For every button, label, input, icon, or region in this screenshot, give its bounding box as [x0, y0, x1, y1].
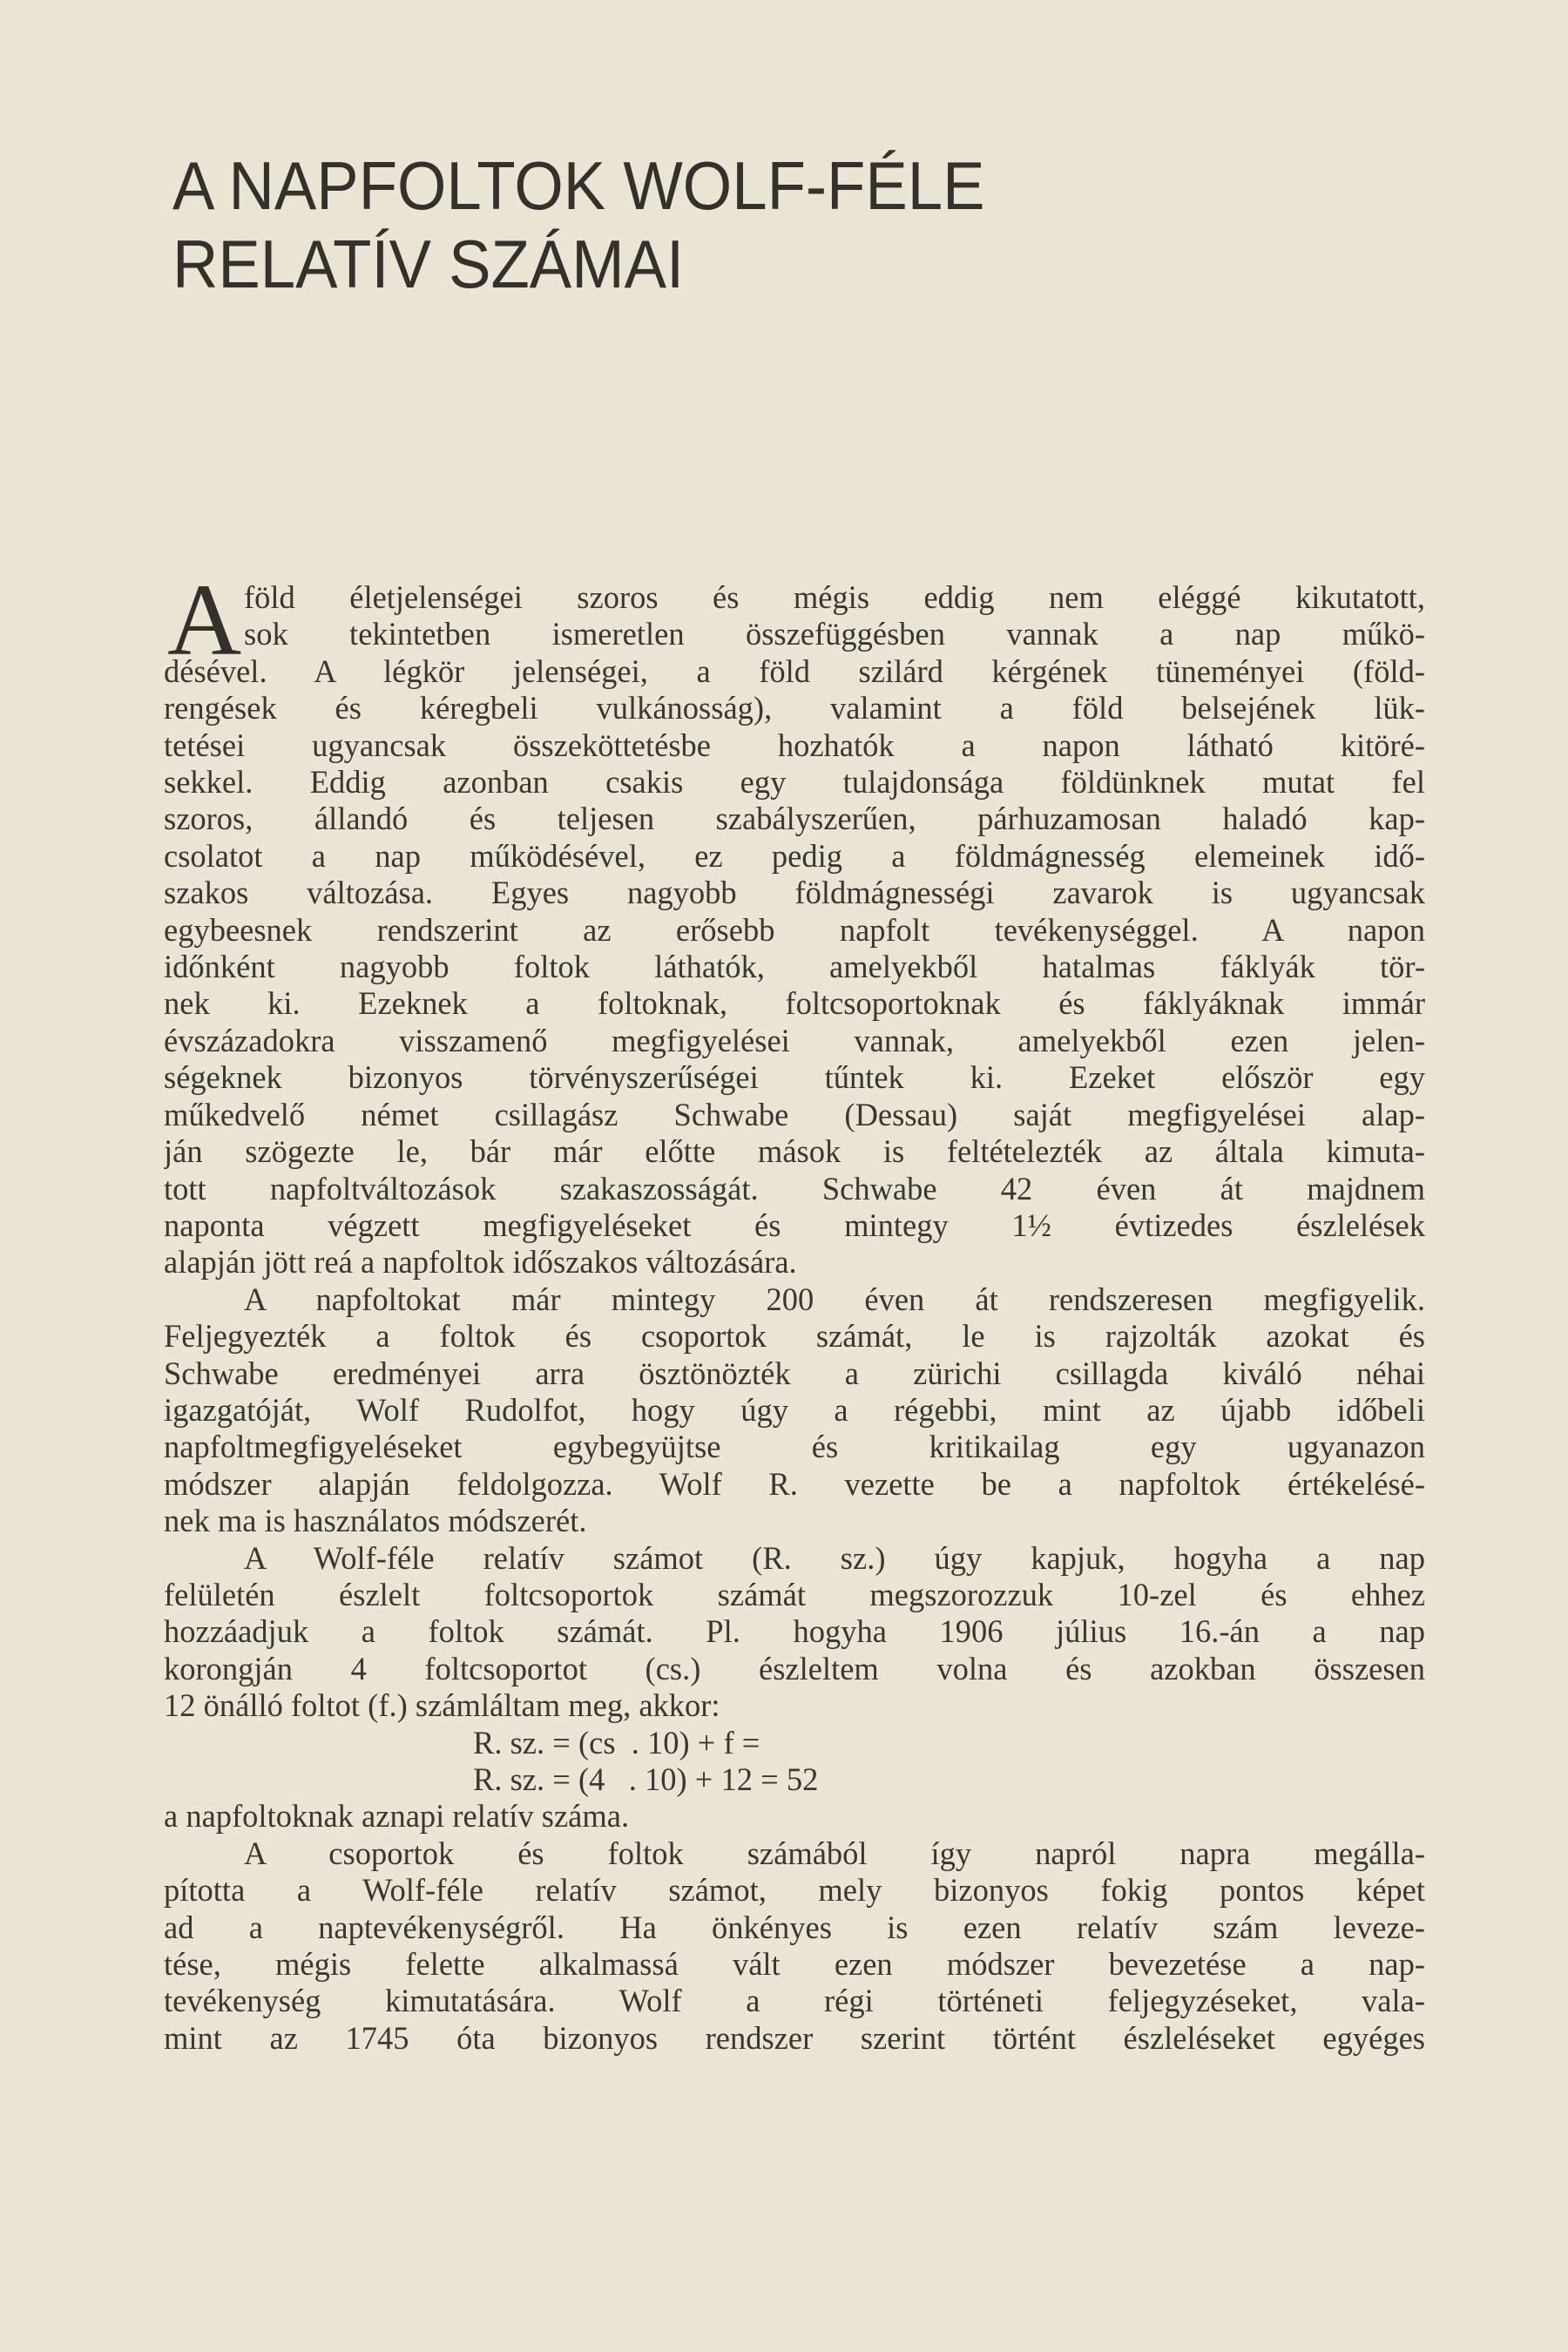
- text-line: napfoltmegfigyeléseket egybegyüjtse és kritikailag egy ugyanazon: [164, 1429, 1425, 1465]
- formula-line-1: R. sz. = (cs . 10) + f =: [473, 1724, 760, 1761]
- formula-block: [164, 1725, 1425, 1799]
- title-line-1: A NAPFOLTOK WOLF-FÉLE: [172, 147, 985, 224]
- text-line: hozzáadjuk a foltok számát. Pl. hogyha 1906 július 16.-án a nap: [164, 1613, 1425, 1650]
- text-line: tevékenység kimutatására. Wolf a régi történeti feljegyzéseket, vala-: [164, 1983, 1425, 2019]
- text-line: désével. A légkör jelenségei, a föld szilárd kérgének tüneményei (föld-: [164, 652, 1425, 689]
- text-line: műkedvelő német csillagász Schwabe (Dessau) saját megfigyelései alap-: [164, 1096, 1425, 1132]
- text-line: időnként nagyobb foltok láthatók, amelyekből hatalmas fáklyák tör-: [164, 949, 1425, 985]
- text-line: a napfoltoknak aznapi relatív száma.: [164, 1798, 630, 1835]
- text-line: Feljegyezték a foltok és csoportok számát, le is rajzolták azokat és: [164, 1318, 1425, 1355]
- text-line: sok tekintetben ismeretlen összefüggésben vannak a nap műkö-: [244, 616, 1425, 652]
- text-line: tott napfoltváltozások szakaszosságát. Schwabe 42 éven át majdnem: [164, 1170, 1425, 1206]
- text-line: sekkel. Eddig azonban csakis egy tulajdonsága földünknek mutat fel: [164, 764, 1425, 801]
- text-line: szoros, állandó és teljesen szabályszerűen, párhuzamosan haladó kap-: [164, 801, 1425, 837]
- drop-cap: A: [167, 563, 242, 677]
- text-line: szakos változása. Egyes nagyobb földmágnességi zavarok is ugyancsak: [164, 875, 1425, 911]
- text-line: Schwabe eredményei arra ösztönözték a zürichi csillagda kiváló néhai: [164, 1355, 1425, 1391]
- text-line: A napfoltokat már mintegy 200 éven át rendszeresen megfigyelik.: [244, 1281, 1425, 1317]
- text-line: tetései ugyancsak összeköttetésbe hozhatók a napon látható kitöré-: [164, 727, 1425, 763]
- paragraph-4: [164, 1835, 1425, 2057]
- text-line: rengések és kéregbeli vulkánosság), valamint a föld belsejének lük-: [164, 690, 1425, 727]
- text-line: 12 önálló foltot (f.) számláltam meg, akkor:: [164, 1687, 720, 1724]
- text-line: igazgatóját, Wolf Rudolfot, hogy úgy a régebbi, mint az újabb időbeli: [164, 1391, 1425, 1428]
- text-line: nek ma is használatos módszerét.: [164, 1503, 587, 1539]
- text-line: mint az 1745 óta bizonyos rendszer szerint történt észleléseket egyéges: [164, 2019, 1425, 2056]
- title-line-2: RELATÍV SZÁMAI: [172, 226, 685, 302]
- text-line: A csoportok és foltok számából így napról napra megálla-: [244, 1835, 1425, 1871]
- text-line: egybeesnek rendszerint az erősebb napfolt tevékenységgel. A napon: [164, 911, 1425, 948]
- text-line: ján szögezte le, bár már előtte mások is feltételezték az általa kimuta-: [164, 1133, 1425, 1170]
- text-line: alapján jött reá a napfoltok időszakos változására.: [164, 1244, 797, 1281]
- formula-line-2: R. sz. = (4 . 10) + 12 = 52: [473, 1761, 819, 1797]
- paragraph-2: [164, 1281, 1425, 1540]
- text-line: korongján 4 foltcsoportot (cs.) észleltem volna és azokban összesen: [164, 1650, 1425, 1686]
- text-line: pította a Wolf-féle relatív számot, mely bizonyos fokig pontos képet: [164, 1872, 1425, 1909]
- text-line: ségeknek bizonyos törvényszerűségei tűntek ki. Ezeket először egy: [164, 1059, 1425, 1096]
- text-line: nek ki. Ezeknek a foltoknak, foltcsoportoknak és fáklyáknak immár: [164, 985, 1425, 1022]
- text-line: naponta végzett megfigyeléseket és mintegy 1½ évtizedes észlelések: [164, 1206, 1425, 1243]
- text-line: A Wolf-féle relatív számot (R. sz.) úgy kapjuk, hogyha a nap: [244, 1539, 1425, 1576]
- text-line: föld életjelenségei szoros és mégis eddig nem eléggé kikutatott,: [244, 579, 1425, 615]
- text-line: ad a naptevékenységről. Ha önkényes is ezen relatív szám leveze-: [164, 1909, 1425, 1945]
- text-line: csolatot a nap működésével, ez pedig a földmágnesség elemeinek idő-: [164, 837, 1425, 874]
- text-line: tése, mégis felette alkalmassá vált ezen módszer bevezetése a nap-: [164, 1946, 1425, 1983]
- text-line: módszer alapján feldolgozza. Wolf R. vezette be a napfoltok értékelésé-: [164, 1465, 1425, 1502]
- formula-caption: [164, 1798, 1425, 1835]
- text-line: évszázadokra visszamenő megfigyelései vannak, amelyekből ezen jelen-: [164, 1022, 1425, 1058]
- paragraph-3: [164, 1540, 1425, 1725]
- text-line: felületén észlelt foltcsoportok számát megszorozzuk 10-zel és ehhez: [164, 1576, 1425, 1612]
- article-title: [172, 146, 1307, 303]
- article-body: [164, 563, 1425, 2057]
- paragraph-1: [164, 563, 1425, 1281]
